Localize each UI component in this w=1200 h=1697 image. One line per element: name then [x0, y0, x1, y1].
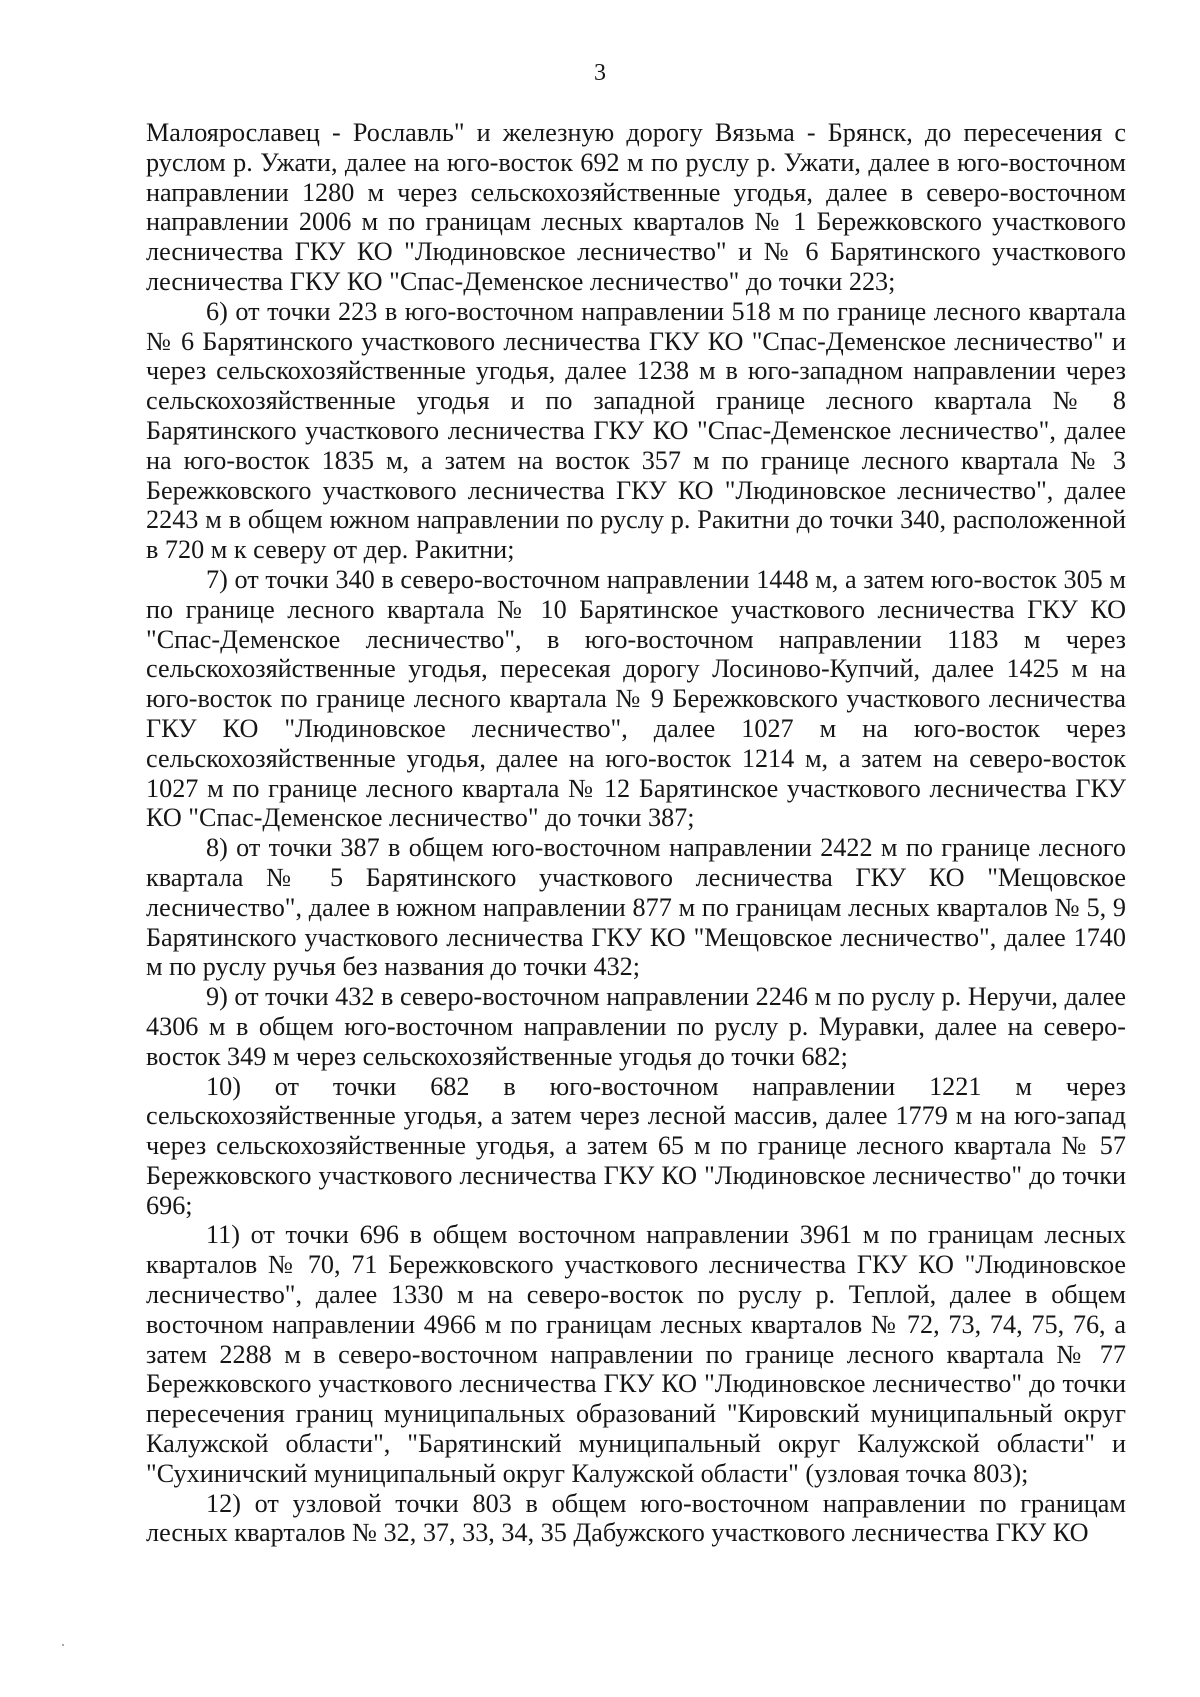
page-number: 3: [594, 60, 606, 86]
paragraph-item-12: 12) от узловой точки 803 в общем юго-восточном направлении по границам лесных кварталов № 32, 37, 33, 34, 35 Дабужского участкового лесничества ГКУ КО: [146, 1488, 1126, 1548]
paragraph-item-6: 6) от точки 223 в юго-восточном направлении 518 м по границе лесного квартала № 6 Барятинского участкового лесничества ГКУ КО "Спас-Деменское лесничество" и через сельскохозяйственные угодья, далее 1238 м в юго-западном направлении через сельскохозяйственные угодья и по западной границе лесного квартала № 8 Барятинского участкового лесничества ГКУ КО "Спас-Деменское лесничество", далее на юго-восток 1835 м, а затем на восток 357 м по границе лесного квартала № 3 Бережковского участкового лесничества ГКУ КО "Людиновское лесничество", далее 2243 м в общем южном направлении по руслу р. Ракитни до точки 340, расположенной в 720 м к северу от дер. Ракитни;: [146, 296, 1126, 565]
scan-mark: [62, 1644, 64, 1646]
paragraph-continuation: Малоярославец - Рославль" и железную дорогу Вязьма - Брянск, до пересечения с руслом р. Ужати, далее на юго-восток 692 м по руслу р. Ужати, далее в юго-восточном направлении 1280 м через сельскохозяйственные угодья, далее в северо-восточном направлении 2006 м по границам лесных кварталов № 1 Бережковского участкового лесничества ГКУ КО "Людиновское лесничество" и № 6 Барятинского участкового лесничества ГКУ КО "Спас-Деменское лесничество" до точки 223;: [146, 118, 1126, 296]
paragraph-item-10: 10) от точки 682 в юго-восточном направлении 1221 м через сельскохозяйственные угодья, а затем через лесной массив, далее 1779 м на юго-запад через сельскохозяйственные угодья, а затем 65 м по границе лесного квартала № 57 Бережковского участкового лесничества ГКУ КО "Людиновское лесничество" до точки 696;: [146, 1071, 1126, 1220]
paragraph-item-8: 8) от точки 387 в общем юго-восточном направлении 2422 м по границе лесного квартала № 5 Барятинского участкового лесничества ГКУ КО "Мещовское лесничество", далее в южном направлении 877 м по границам лесных кварталов № 5, 9 Барятинского участкового лесничества ГКУ КО "Мещовское лесничество", далее 1740 м по руслу ручья без названия до точки 432;: [146, 833, 1126, 982]
paragraph-item-9: 9) от точки 432 в северо-восточном направлении 2246 м по руслу р. Неручи, далее 4306 м в общем юго-восточном направлении по руслу р. Муравки, далее на северо-восток 349 м через сельскохозяйственные угодья до точки 682;: [146, 982, 1126, 1071]
paragraph-item-11: 11) от точки 696 в общем восточном направлении 3961 м по границам лесных кварталов № 70, 71 Бережковского участкового лесничества ГКУ КО "Людиновское лесничество", далее 1330 м на северо-восток по руслу р. Теплой, далее в общем восточном направлении 4966 м по границам лесных кварталов № 72, 73, 74, 75, 76, а затем 2288 м в северо-восточном направлении по границе лесного квартала № 77 Бережковского участкового лесничества ГКУ КО "Людиновское лесничество" до точки пересечения границ муниципальных образований "Кировский муниципальный округ Калужской области", "Барятинский муниципальный округ Калужской области" и "Сухиничский муниципальный округ Калужской области" (узловая точка 803);: [146, 1220, 1126, 1488]
document-body: [146, 118, 1126, 1548]
paragraph-item-7: 7) от точки 340 в северо-восточном направлении 1448 м, а затем юго-восток 305 м по границе лесного квартала № 10 Барятинское участкового лесничества ГКУ КО "Спас-Деменское лесничество", в юго-восточном направлении 1183 м через сельскохозяйственные угодья, пересекая дорогу Лосиново-Купчий, далее 1425 м на юго-восток по границе лесного квартала № 9 Бережковского участкового лесничества ГКУ КО "Людиновское лесничество", далее 1027 м на юго-восток через сельскохозяйственные угодья, далее на юго-восток 1214 м, а затем на северо-восток 1027 м по границе лесного квартала № 12 Барятинское участкового лесничества ГКУ КО "Спас-Деменское лесничество" до точки 387;: [146, 564, 1126, 833]
